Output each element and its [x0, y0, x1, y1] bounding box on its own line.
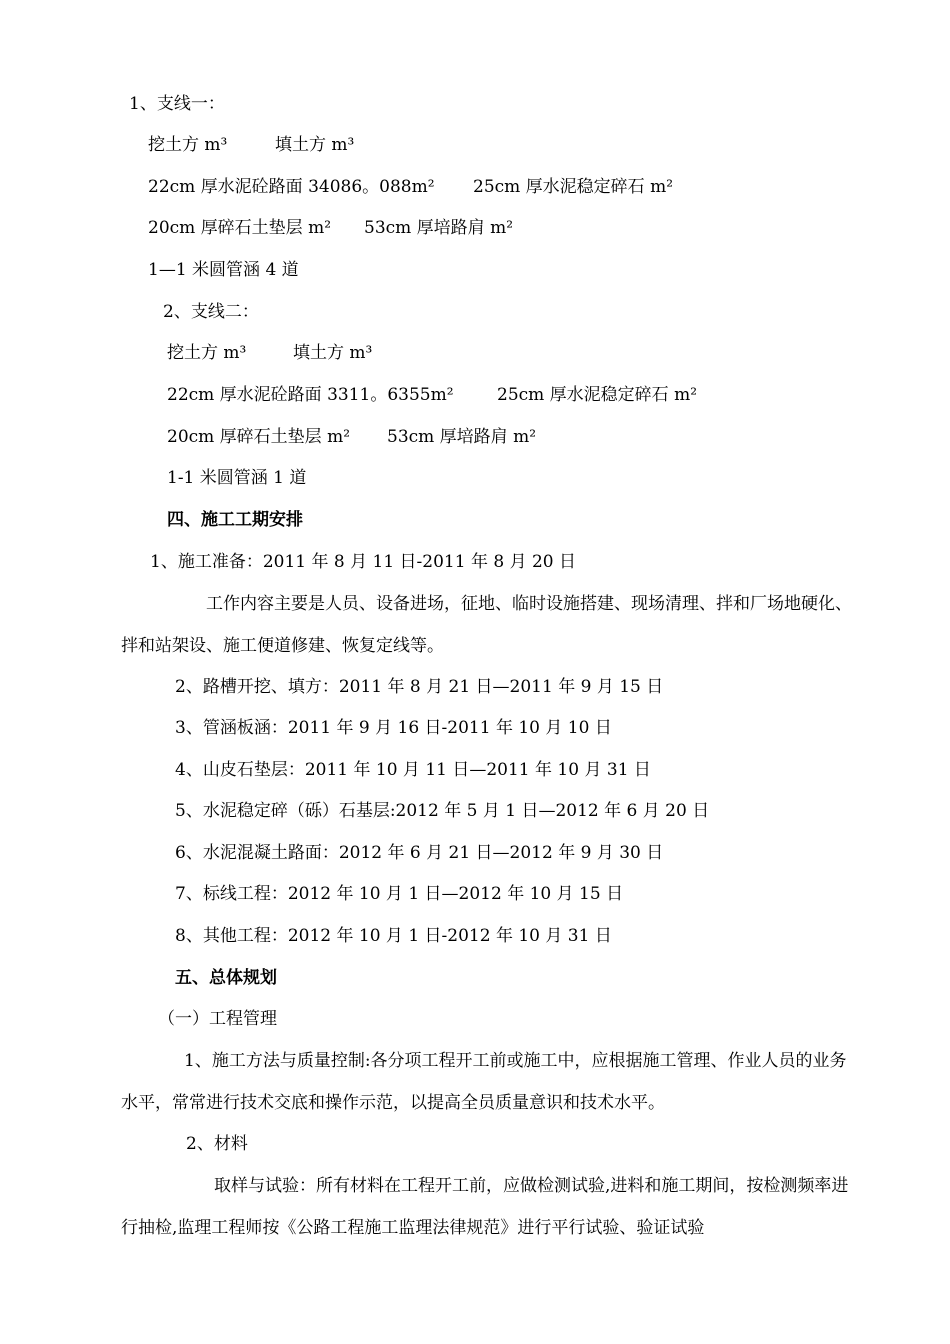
- branch1-excavation: 挖土方 m³: [148, 135, 228, 155]
- branch2-fill: 填土方 m³: [293, 343, 373, 363]
- section5-paragraph-quality: 1、施工方法与质量控制:各分项工程开工前或施工中，应根据施工管理、作业人员的业务水平，常常进行技术交底和操作示范，以提高全员质量意识和技术水平。: [121, 1051, 847, 1113]
- section5-paragraph-sampling: 取样与试验：所有材料在工程开工前，应做检测试验,进料和施工期间，按检测频率进行抽检,监理工程师按《公路工程施工监理法律规范》进行平行试验、验证试验: [121, 1176, 849, 1238]
- schedule-item: 8、其他工程：2012 年 10 月 1 日-2012 年 10 月 31 日: [175, 926, 612, 946]
- branch2-pavement22: 22cm 厚水泥砼路面 3311。6355m²: [167, 385, 454, 405]
- schedule-item: 3、管涵板涵：2011 年 9 月 16 日-2011 年 10 月 10 日: [175, 718, 612, 738]
- branch1-fill: 填土方 m³: [275, 135, 355, 155]
- section5-subheading: （一）工程管理: [158, 1009, 277, 1029]
- branch1-base25: 25cm 厚水泥稳定碎石 m²: [473, 177, 674, 197]
- section4-heading: 四、施工工期安排: [167, 510, 303, 530]
- schedule-item: 4、山皮石垫层：2011 年 10 月 11 日—2011 年 10 月 31 日: [175, 760, 651, 780]
- branch2-culvert: 1-1 米圆管涵 1 道: [167, 468, 307, 488]
- branch1-title: 1、支线一：: [129, 94, 225, 114]
- branch2-cushion20: 20cm 厚碎石土垫层 m²: [167, 427, 351, 447]
- branch1-culvert: 1—1 米圆管涵 4 道: [148, 260, 299, 280]
- branch1-cushion20: 20cm 厚碎石土垫层 m²: [148, 218, 332, 238]
- schedule-item: 7、标线工程：2012 年 10 月 1 日—2012 年 10 月 15 日: [175, 884, 624, 904]
- section5-heading: 五、总体规划: [175, 968, 277, 988]
- section4-prep-description: 工作内容主要是人员、设备进场，征地、临时设施搭建、现场清理、拌和厂场地硬化、拌和站架设、施工便道修建、恢复定线等。: [121, 594, 852, 656]
- branch2-title: 2、支线二：: [163, 302, 259, 322]
- schedule-item: 5、水泥稳定碎（砾）石基层:2012 年 5 月 1 日—2012 年 6 月 20 日: [175, 801, 710, 821]
- branch1-shoulder53: 53cm 厚培路肩 m²: [364, 218, 514, 238]
- branch2-base25: 25cm 厚水泥稳定碎石 m²: [497, 385, 698, 405]
- schedule-item: 6、水泥混凝土路面：2012 年 6 月 21 日—2012 年 9 月 30 日: [175, 843, 664, 863]
- branch1-pavement22: 22cm 厚水泥砼路面 34086。088m²: [148, 177, 435, 197]
- branch2-excavation: 挖土方 m³: [167, 343, 247, 363]
- section5-materials-heading: 2、材料: [186, 1134, 248, 1154]
- branch2-shoulder53: 53cm 厚培路肩 m²: [387, 427, 537, 447]
- section4-prep: 1、施工准备：2011 年 8 月 11 日-2011 年 8 月 20 日: [150, 552, 577, 572]
- schedule-item: 2、路槽开挖、填方：2011 年 8 月 21 日—2011 年 9 月 15 日: [175, 677, 664, 697]
